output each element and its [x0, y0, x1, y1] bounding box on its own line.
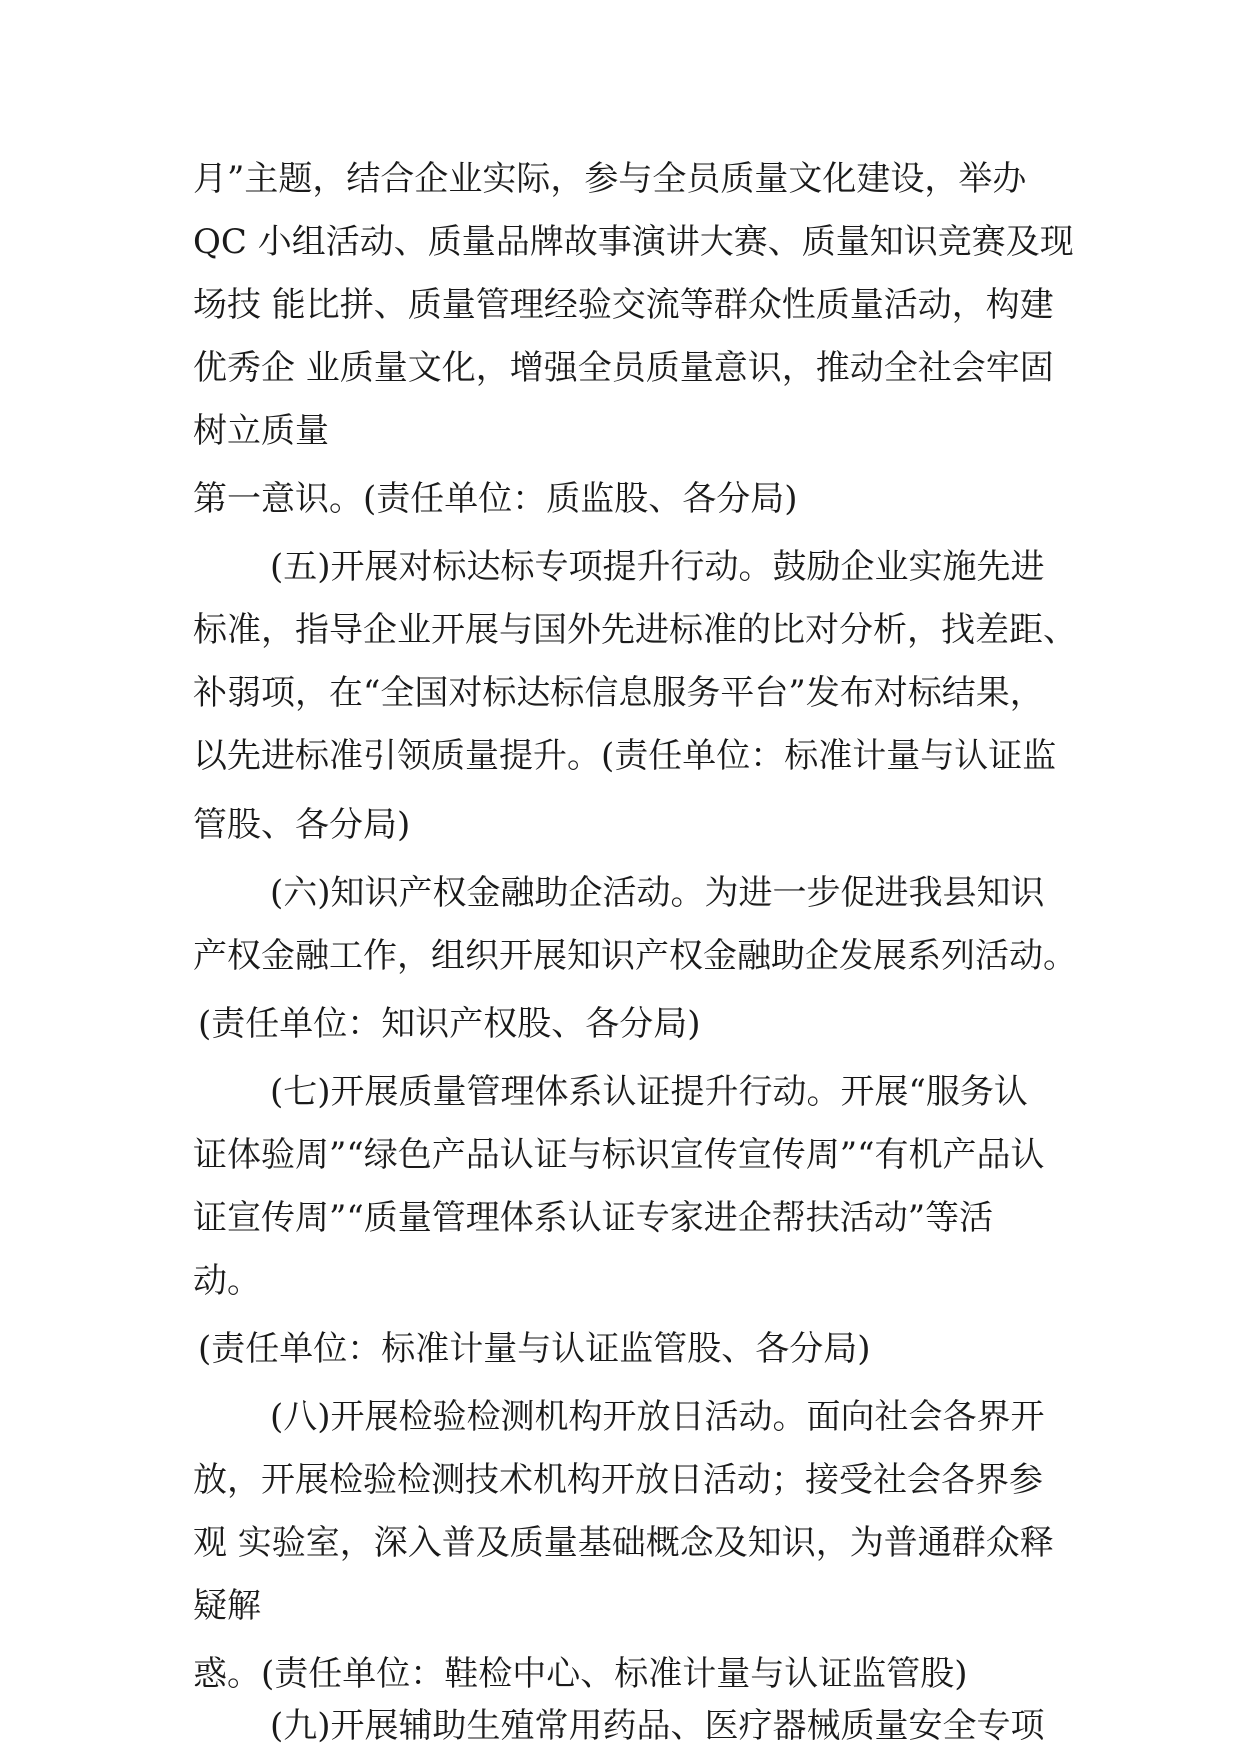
body-text-line: 场技 能比拼、质量管理经验交流等群众性质量活动，构建 [193, 285, 1054, 325]
body-text-line: 第一意识。(责任单位：质监股、各分局) [193, 479, 798, 519]
body-text-line: 惑。(责任单位：鞋检中心、标准计量与认证监管股) [193, 1654, 968, 1694]
body-text-line: 证宣传周”“质量管理体系认证专家进企帮扶活动”等活 [193, 1198, 994, 1238]
body-text-line: 管股、各分局) [193, 805, 411, 845]
body-text-line: 动。 [193, 1261, 261, 1301]
body-text-line: 观 实验室，深入普及质量基础概念及知识，为普通群众释 [193, 1523, 1054, 1563]
body-text-line: 补弱项，在“全国对标达标信息服务平台”发布对标结果， [193, 673, 1044, 713]
body-text-line: 标准，指导企业开展与国外先进标准的比对分析，找差距、 [193, 610, 1077, 650]
section-heading-9: (九)开展辅助生殖常用药品、医疗器械质量安全专项 [270, 1706, 1045, 1746]
body-text-line: 优秀企 业质量文化，增强全员质量意识，推动全社会牢固 [193, 348, 1054, 388]
body-text-line: 放，开展检验检测技术机构开放日活动；接受社会各界参 [193, 1460, 1043, 1500]
body-text-line: 月”主题，结合企业实际，参与全员质量文化建设，举办 [193, 159, 1027, 199]
body-text-line: 树立质量 [193, 411, 329, 451]
body-text-line: QC 小组活动、质量品牌故事演讲大赛、质量知识竞赛及现 [193, 222, 1074, 262]
section-heading-7: (七)开展质量管理体系认证提升行动。开展“服务认 [270, 1072, 1028, 1112]
section-heading-8: (八)开展检验检测机构开放日活动。面向社会各界开 [270, 1397, 1045, 1437]
section-heading-5: (五)开展对标达标专项提升行动。鼓励企业实施先进 [270, 547, 1045, 587]
body-text-line: 以先进标准引领质量提升。(责任单位：标准计量与认证监 [193, 736, 1057, 776]
body-text-line: (责任单位：知识产权股、各分局) [198, 1004, 701, 1044]
body-text-line: 证体验周”“绿色产品认证与标识宣传宣传周”“有机产品认 [193, 1135, 1045, 1175]
section-heading-6: (六)知识产权金融助企活动。为进一步促进我县知识 [270, 873, 1045, 913]
body-text-line: (责任单位：标准计量与认证监管股、各分局) [198, 1329, 871, 1369]
body-text-line: 疑解 [193, 1586, 261, 1626]
body-text-line: 产权金融工作，组织开展知识产权金融助企发展系列活动。 [193, 936, 1077, 976]
